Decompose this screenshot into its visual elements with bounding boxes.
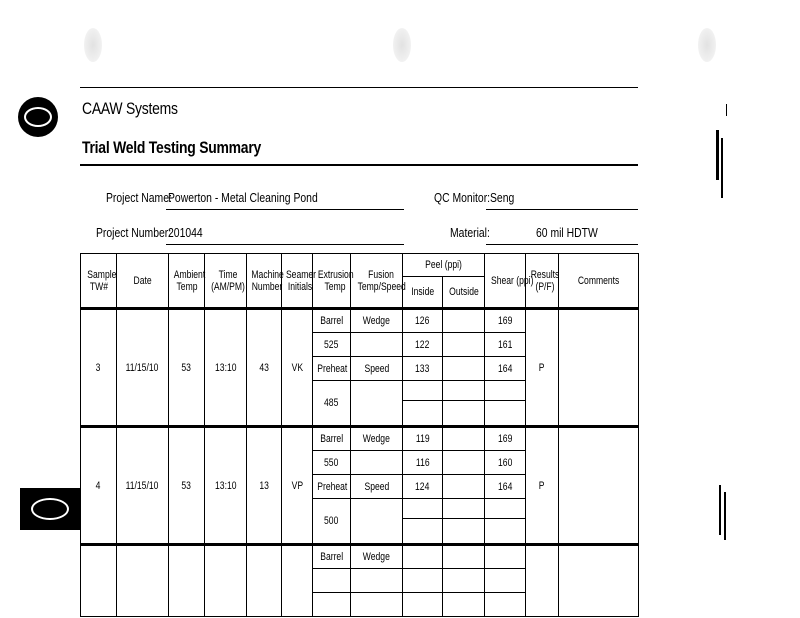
sample-cell: 3 — [81, 309, 117, 427]
peel-outside-cell — [443, 357, 485, 381]
col-ambient: Ambient Temp — [169, 254, 205, 309]
project-number-value: 201044 — [168, 225, 203, 240]
col-comments: Comments — [559, 254, 639, 309]
punch-hole — [84, 28, 102, 62]
binder-hole-mark — [18, 97, 58, 137]
peel-outside-cell — [443, 333, 485, 357]
material-label: Material: — [450, 225, 490, 240]
date-cell — [117, 545, 169, 617]
extrusion-cell: Preheat — [313, 357, 351, 381]
table-row — [81, 309, 639, 333]
page-title: Trial Weld Testing Summary — [82, 138, 262, 157]
col-fusion: Fusion Temp/Speed — [351, 254, 403, 309]
header-rule — [80, 164, 638, 166]
fusion-cell — [351, 381, 403, 427]
scan-artifact — [719, 485, 721, 535]
extrusion-cell: 550 — [313, 451, 351, 475]
scan-artifact — [724, 492, 726, 540]
project-number-label: Project Number: — [96, 225, 172, 240]
punch-hole — [698, 28, 716, 62]
punch-hole — [393, 28, 411, 62]
qc-monitor-label: QC Monitor: — [434, 190, 491, 205]
material-underline — [486, 244, 638, 245]
col-sample: Sample TW# — [81, 254, 117, 309]
project-name-label: Project Name: — [106, 190, 172, 205]
col-peel-inside: Inside — [403, 277, 443, 309]
scan-artifact — [721, 138, 723, 198]
peel-inside-cell: 124 — [403, 475, 443, 499]
peel-outside-cell — [443, 519, 485, 545]
fusion-cell — [351, 333, 403, 357]
shear-cell — [485, 519, 526, 545]
fusion-cell — [351, 499, 403, 545]
seamer-cell: VP — [282, 427, 313, 545]
extrusion-cell: Barrel — [313, 545, 351, 569]
scan-artifact — [726, 104, 727, 116]
peel-inside-cell: 133 — [403, 357, 443, 381]
col-extrusion: Extrusion Temp — [313, 254, 351, 309]
col-seamer: Seamer Initials — [282, 254, 313, 309]
col-peel: Peel (ppi) — [403, 254, 485, 277]
peel-inside-cell — [403, 381, 443, 401]
result-cell: P — [526, 309, 559, 427]
seamer-cell — [282, 545, 313, 617]
extrusion-cell: 525 — [313, 333, 351, 357]
time-cell — [205, 545, 247, 617]
seamer-cell: VK — [282, 309, 313, 427]
peel-inside-cell — [403, 401, 443, 427]
ambient-cell — [169, 545, 205, 617]
qc-monitor-underline — [486, 209, 638, 210]
fusion-cell: Wedge — [351, 427, 403, 451]
shear-cell: 169 — [485, 309, 526, 333]
machine-cell: 13 — [247, 427, 282, 545]
company-name: CAAW Systems — [82, 99, 178, 118]
result-cell: P — [526, 427, 559, 545]
fusion-cell — [351, 451, 403, 475]
peel-outside-cell — [443, 545, 485, 569]
peel-outside-cell — [443, 593, 485, 617]
col-peel-outside: Outside — [443, 277, 485, 309]
time-cell: 13:10 — [205, 427, 247, 545]
shear-cell — [485, 569, 526, 593]
fusion-cell — [351, 569, 403, 593]
fusion-cell: Speed — [351, 357, 403, 381]
shear-cell: 164 — [485, 357, 526, 381]
binder-hole-mark — [20, 488, 80, 530]
peel-outside-cell — [443, 475, 485, 499]
date-cell: 11/15/10 — [117, 427, 169, 545]
extrusion-cell: 500 — [313, 499, 351, 545]
machine-cell — [247, 545, 282, 617]
shear-cell — [485, 545, 526, 569]
peel-inside-cell — [403, 519, 443, 545]
col-machine: Machine Number — [247, 254, 282, 309]
top-rule — [80, 87, 638, 88]
peel-outside-cell — [443, 569, 485, 593]
shear-cell — [485, 499, 526, 519]
fusion-cell: Wedge — [351, 309, 403, 333]
trial-weld-table — [80, 253, 639, 617]
result-cell — [526, 545, 559, 617]
peel-inside-cell — [403, 499, 443, 519]
peel-inside-cell: 126 — [403, 309, 443, 333]
extrusion-cell — [313, 593, 351, 617]
shear-cell: 160 — [485, 451, 526, 475]
project-name-value: Powerton - Metal Cleaning Pond — [168, 190, 318, 205]
time-cell: 13:10 — [205, 309, 247, 427]
peel-outside-cell — [443, 427, 485, 451]
shear-cell: 161 — [485, 333, 526, 357]
peel-inside-cell: 119 — [403, 427, 443, 451]
qc-monitor-value: Seng — [490, 190, 515, 205]
peel-outside-cell — [443, 309, 485, 333]
peel-inside-cell — [403, 569, 443, 593]
peel-inside-cell: 116 — [403, 451, 443, 475]
col-shear: Shear (ppi) — [485, 254, 526, 309]
peel-inside-cell — [403, 545, 443, 569]
extrusion-cell: Preheat — [313, 475, 351, 499]
shear-cell — [485, 381, 526, 401]
extrusion-cell: Barrel — [313, 309, 351, 333]
peel-outside-cell — [443, 381, 485, 401]
peel-inside-cell: 122 — [403, 333, 443, 357]
col-results: Results (P/F) — [526, 254, 559, 309]
table-row — [81, 427, 639, 451]
ambient-cell: 53 — [169, 427, 205, 545]
peel-outside-cell — [443, 401, 485, 427]
material-value: 60 mil HDTW — [536, 225, 598, 240]
table-row — [81, 545, 639, 569]
shear-cell — [485, 401, 526, 427]
comments-cell — [559, 427, 639, 545]
shear-cell — [485, 593, 526, 617]
project-number-underline — [166, 244, 404, 245]
extrusion-cell: 485 — [313, 381, 351, 427]
fusion-cell — [351, 593, 403, 617]
date-cell: 11/15/10 — [117, 309, 169, 427]
machine-cell: 43 — [247, 309, 282, 427]
comments-cell — [559, 309, 639, 427]
fusion-cell: Speed — [351, 475, 403, 499]
peel-inside-cell — [403, 593, 443, 617]
sample-cell — [81, 545, 117, 617]
scan-artifact — [716, 130, 719, 180]
shear-cell: 164 — [485, 475, 526, 499]
ambient-cell: 53 — [169, 309, 205, 427]
col-time: Time (AM/PM) — [205, 254, 247, 309]
peel-outside-cell — [443, 499, 485, 519]
fusion-cell: Wedge — [351, 545, 403, 569]
comments-cell — [559, 545, 639, 617]
shear-cell: 169 — [485, 427, 526, 451]
col-date: Date — [117, 254, 169, 309]
project-name-underline — [166, 209, 404, 210]
peel-outside-cell — [443, 451, 485, 475]
extrusion-cell — [313, 569, 351, 593]
extrusion-cell: Barrel — [313, 427, 351, 451]
sample-cell: 4 — [81, 427, 117, 545]
